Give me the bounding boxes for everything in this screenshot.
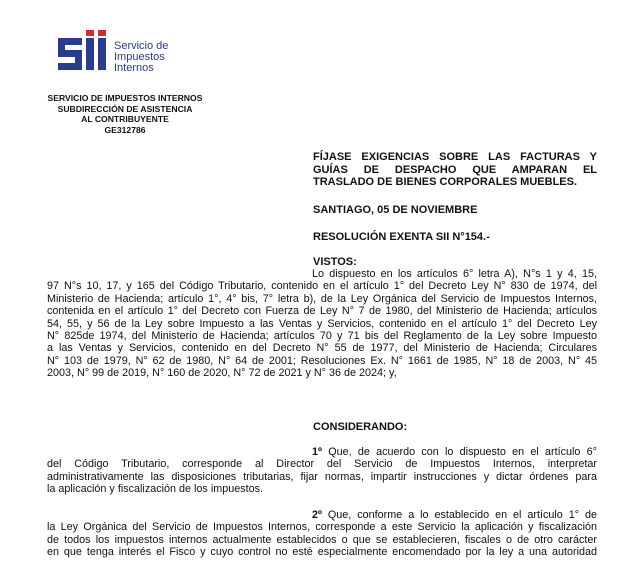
title-line-3: TRASLADO DE BIENES CORPORALES MUEBLES. <box>313 176 578 189</box>
vistos-line: Lo dispuesto en los artículos 6° letra A), N°s 1 y 4, 15, <box>312 268 597 280</box>
vistos-line: contenida en el artículo 1° del Decreto con Fuerza de Ley N° 7 de 1980, del Ministerio de Hacienda; artículos <box>47 305 597 318</box>
considerando-1-line-first <box>312 446 597 458</box>
considerando-2-line: la Ley Orgánica del Servicio de Impuestos Internos, corresponde a este Servicio la aplicación y fiscalización <box>47 521 597 534</box>
vistos-line: Ministerio de Hacienda; artículo 1°, 4° bis, 7° letra b), de la Ley Orgánica del Servicio de Impuestos Internos, <box>47 292 597 305</box>
considerando-1-text: Que, de acuerdo con lo dispuesto en el artículo 6° <box>321 446 597 458</box>
considerando-1-line: administrativamente las disposiciones tributarias, fijar normas, impartir instrucciones y dictar órdenes para <box>47 470 597 483</box>
vistos-line: 2003, N° 99 de 2019, N° 160 de 2020, N° 72 de 2021 y N° 36 de 2024; y, <box>47 367 397 380</box>
vistos-heading: VISTOS: <box>313 256 357 268</box>
considerando-1-number: 1º <box>312 446 322 458</box>
logo-i-stem-left <box>86 38 94 70</box>
logo-s-shape <box>58 38 82 70</box>
logo-line-3: Internos <box>114 62 154 74</box>
considerando-1-line: del Código Tributario, corresponde al Director del Servicio de Impuestos Internos, interpretar <box>47 458 597 471</box>
agency-line-1: SERVICIO DE IMPUESTOS INTERNOS <box>47 93 203 103</box>
vistos-line: N° 825de 1974, del Ministerio de Hacienda; artículos 70 y 71 bis del Reglamento de la Ley sobre Impuesto <box>47 330 597 343</box>
resolution-number: RESOLUCIÓN EXENTA SII N°154.- <box>313 231 490 243</box>
agency-header <box>40 93 210 135</box>
logo-wordmark <box>114 41 168 74</box>
sii-logo <box>56 28 206 80</box>
document-title <box>313 151 597 189</box>
logo-i-stem-right <box>98 38 106 70</box>
logo-line-2: Impuestos <box>114 51 165 63</box>
logo-line-1: Servicio de <box>114 40 169 52</box>
considerando-2-text: Que, conforme a lo establecido en el artículo 1° de <box>321 509 597 521</box>
agency-line-3: AL CONTRIBUYENTE <box>81 114 169 125</box>
vistos-line: 54, 55, y 56 de la Ley sobre Impuesto a las Ventas y Servicios, contenido en el artículo 1° del Decreto Ley <box>47 317 597 330</box>
vistos-line: N° 103 de 1979, N° 62 de 1980, N° 64 de 2001; Resoluciones Ex. N° 1661 de 1985, N° 18 de 2003, N° 45 <box>47 354 597 367</box>
title-line-1: FÍJASE EXIGENCIAS SOBRE LAS FACTURAS Y <box>313 151 597 163</box>
vistos-line: 97 N°s 10, 17, y 165 del Código Tributario, contenido en el artículo 1° del Decreto Ley N° 830 de 1974, del <box>47 280 597 293</box>
vistos-line: a las Ventas y Servicios, contenido en del Decreto N° 55 de 1977, del Ministerio de Hacienda; Circulares <box>47 342 597 355</box>
considerando-2-line: en que tenga interés el Fisco y cuyo control no esté especialmente encomendado por la ley a una autoridad <box>47 546 597 559</box>
sii-logo-mark <box>56 28 110 78</box>
considerando-heading: CONSIDERANDO: <box>313 421 408 433</box>
vistos-paragraph <box>47 268 597 380</box>
considerando-2-line-first <box>312 509 597 521</box>
agency-code: GE312786 <box>104 124 146 135</box>
logo-dot-left <box>86 30 94 36</box>
considerando-item-2 <box>47 509 597 559</box>
logo-dot-right <box>98 30 106 36</box>
agency-line-2: SUBDIRECCIÓN DE ASISTENCIA <box>57 103 193 114</box>
place-date: SANTIAGO, 05 DE NOVIEMBRE <box>313 204 478 216</box>
title-line-2: GUÍAS DE DESPACHO QUE AMPARAN EL <box>313 163 597 176</box>
considerando-2-line: de todos los impuestos internos actualmente establecidos o que se establecieren, fiscales o de otro carácter <box>47 533 597 546</box>
considerando-item-1 <box>47 446 597 496</box>
considerando-1-line: la aplicación y fiscalización de los impuestos. <box>47 483 264 496</box>
considerando-2-number: 2º <box>312 509 322 521</box>
